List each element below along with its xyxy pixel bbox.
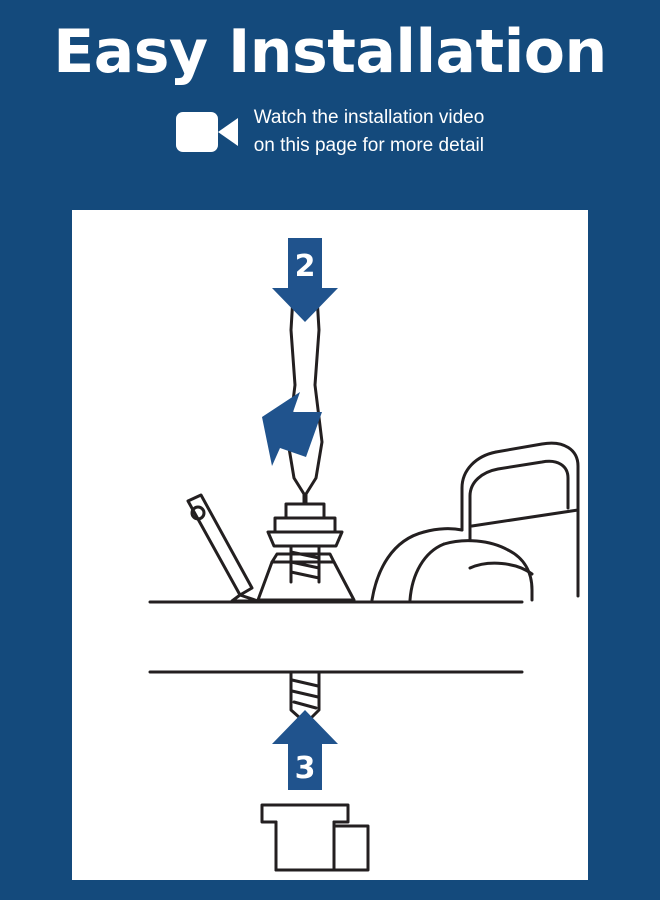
page-title: Easy Installation xyxy=(53,17,607,87)
step-1-number: 1 xyxy=(220,435,242,470)
handle-lever xyxy=(188,495,258,601)
sink-basin-outline xyxy=(372,443,578,600)
step-1-arrow xyxy=(221,392,322,470)
subtitle-line-2: on this page for more detail xyxy=(253,134,484,156)
subtitle-text xyxy=(254,104,485,159)
mounting-nut xyxy=(262,805,368,870)
faucet-collar xyxy=(268,504,342,546)
step-2-number: 2 xyxy=(294,249,316,284)
header xyxy=(0,0,660,159)
faucet-base xyxy=(258,554,354,600)
installation-diagram xyxy=(72,210,588,880)
diagram-panel xyxy=(72,210,588,880)
subtitle-line-1: Watch the installation video xyxy=(253,107,485,128)
threaded-shank-top xyxy=(291,546,319,582)
video-camera-icon xyxy=(176,108,238,156)
step-2-arrow xyxy=(272,238,338,322)
step-3-arrow xyxy=(272,710,338,790)
step-3-number: 3 xyxy=(294,751,316,786)
subtitle-row xyxy=(0,104,660,159)
